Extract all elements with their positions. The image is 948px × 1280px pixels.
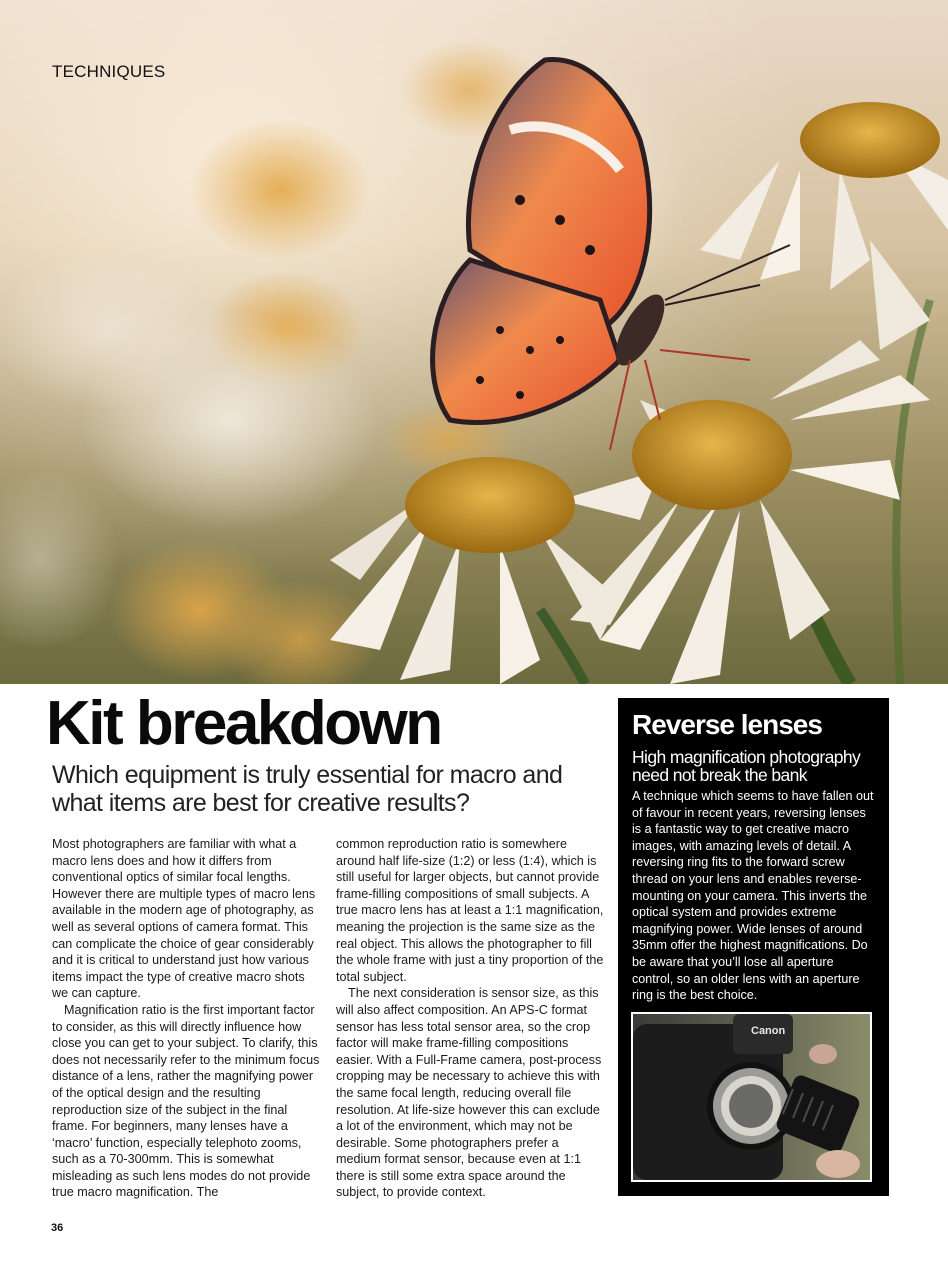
body-paragraph: Most photographers are familiar with what a macro lens does and how it differs from conventional optics of similar focal lengths. However there are multiple types of macro lens available in the modern age of photography, as well as several options of camera format. This can complicate the choice of gear considerably and it is critical to understand just how various items impact the type of creative macro shots we can capture. (52, 837, 316, 1001)
body-column-1 (52, 836, 320, 1201)
camera-reverse-lens-photo (631, 1012, 872, 1182)
article-title: Kit breakdown (46, 689, 441, 758)
section-label: TECHNIQUES (52, 62, 166, 81)
article-subtitle: Which equipment is truly essential for macro and what items are best for creative results? (52, 761, 563, 817)
sidebar-body: A technique which seems to have fallen out of favour in recent years, reversing lenses is a fantastic way to get creative macro images, with amazing levels of detail. A reversing ring fits to the forward screw thread on your lens and enables reverse-mounting on your camera. This inverts the optical system and provides extreme magnifying power. Wide lenses of around 35mm offer the highest magnifications. Do be aware that you’ll lose all aperture control, so an older lens with an aperture ring is the best choice. (632, 789, 874, 1003)
body-paragraph: The next consideration is sensor size, as this will also affect composition. An APS-C format sensor has less total sensor area, so the crop factor will make frame-filling compositions easier. With a Full-Frame camera, post-process cropping may be necessary to achieve this with the same focal length, reducing overall file resolution. At life-size however this can exclude a lot of the environment, which may not be desirable. Some photographers prefer a medium format sensor, because even at 1:1 there is still some extra space around the subject, to provide context. (336, 986, 602, 1200)
camera-illustration (633, 1014, 870, 1180)
sidebar-title: Reverse lenses (632, 709, 822, 740)
page-number: 36 (51, 1222, 64, 1234)
camera-brand-text: Canon (751, 1025, 786, 1037)
body-paragraph: Magnification ratio is the first important factor to consider, as this will directly influence how close you can get to your subject. To clarify, this does not necessarily refer to the minimum focus distance of a lens, rather the magnifying power of the optical design and the resulting reproduction size of the subject in the final frame. For beginners, many lenses have a ‘macro’ function, especially telephoto zooms, such as a 70-300mm. This is somewhat misleading as such lens modes do not provide true macro magnification. The (52, 1002, 320, 1200)
body-paragraph: common reproduction ratio is somewhere around half life-size (1:2) or less (1:4), which is still useful for larger objects, but cannot provide frame-filling compositions of small subjects. A true macro lens has at least a 1:1 magnification, meaning the projection is the same size as the real object. This allows the photographer to fill the whole frame with just a tiny proportion of the total subject. (336, 837, 604, 984)
sidebar-subtitle: High magnification photography need not break the bank (632, 747, 861, 785)
sidebar-box (618, 698, 889, 1196)
body-column-2 (336, 836, 606, 1201)
